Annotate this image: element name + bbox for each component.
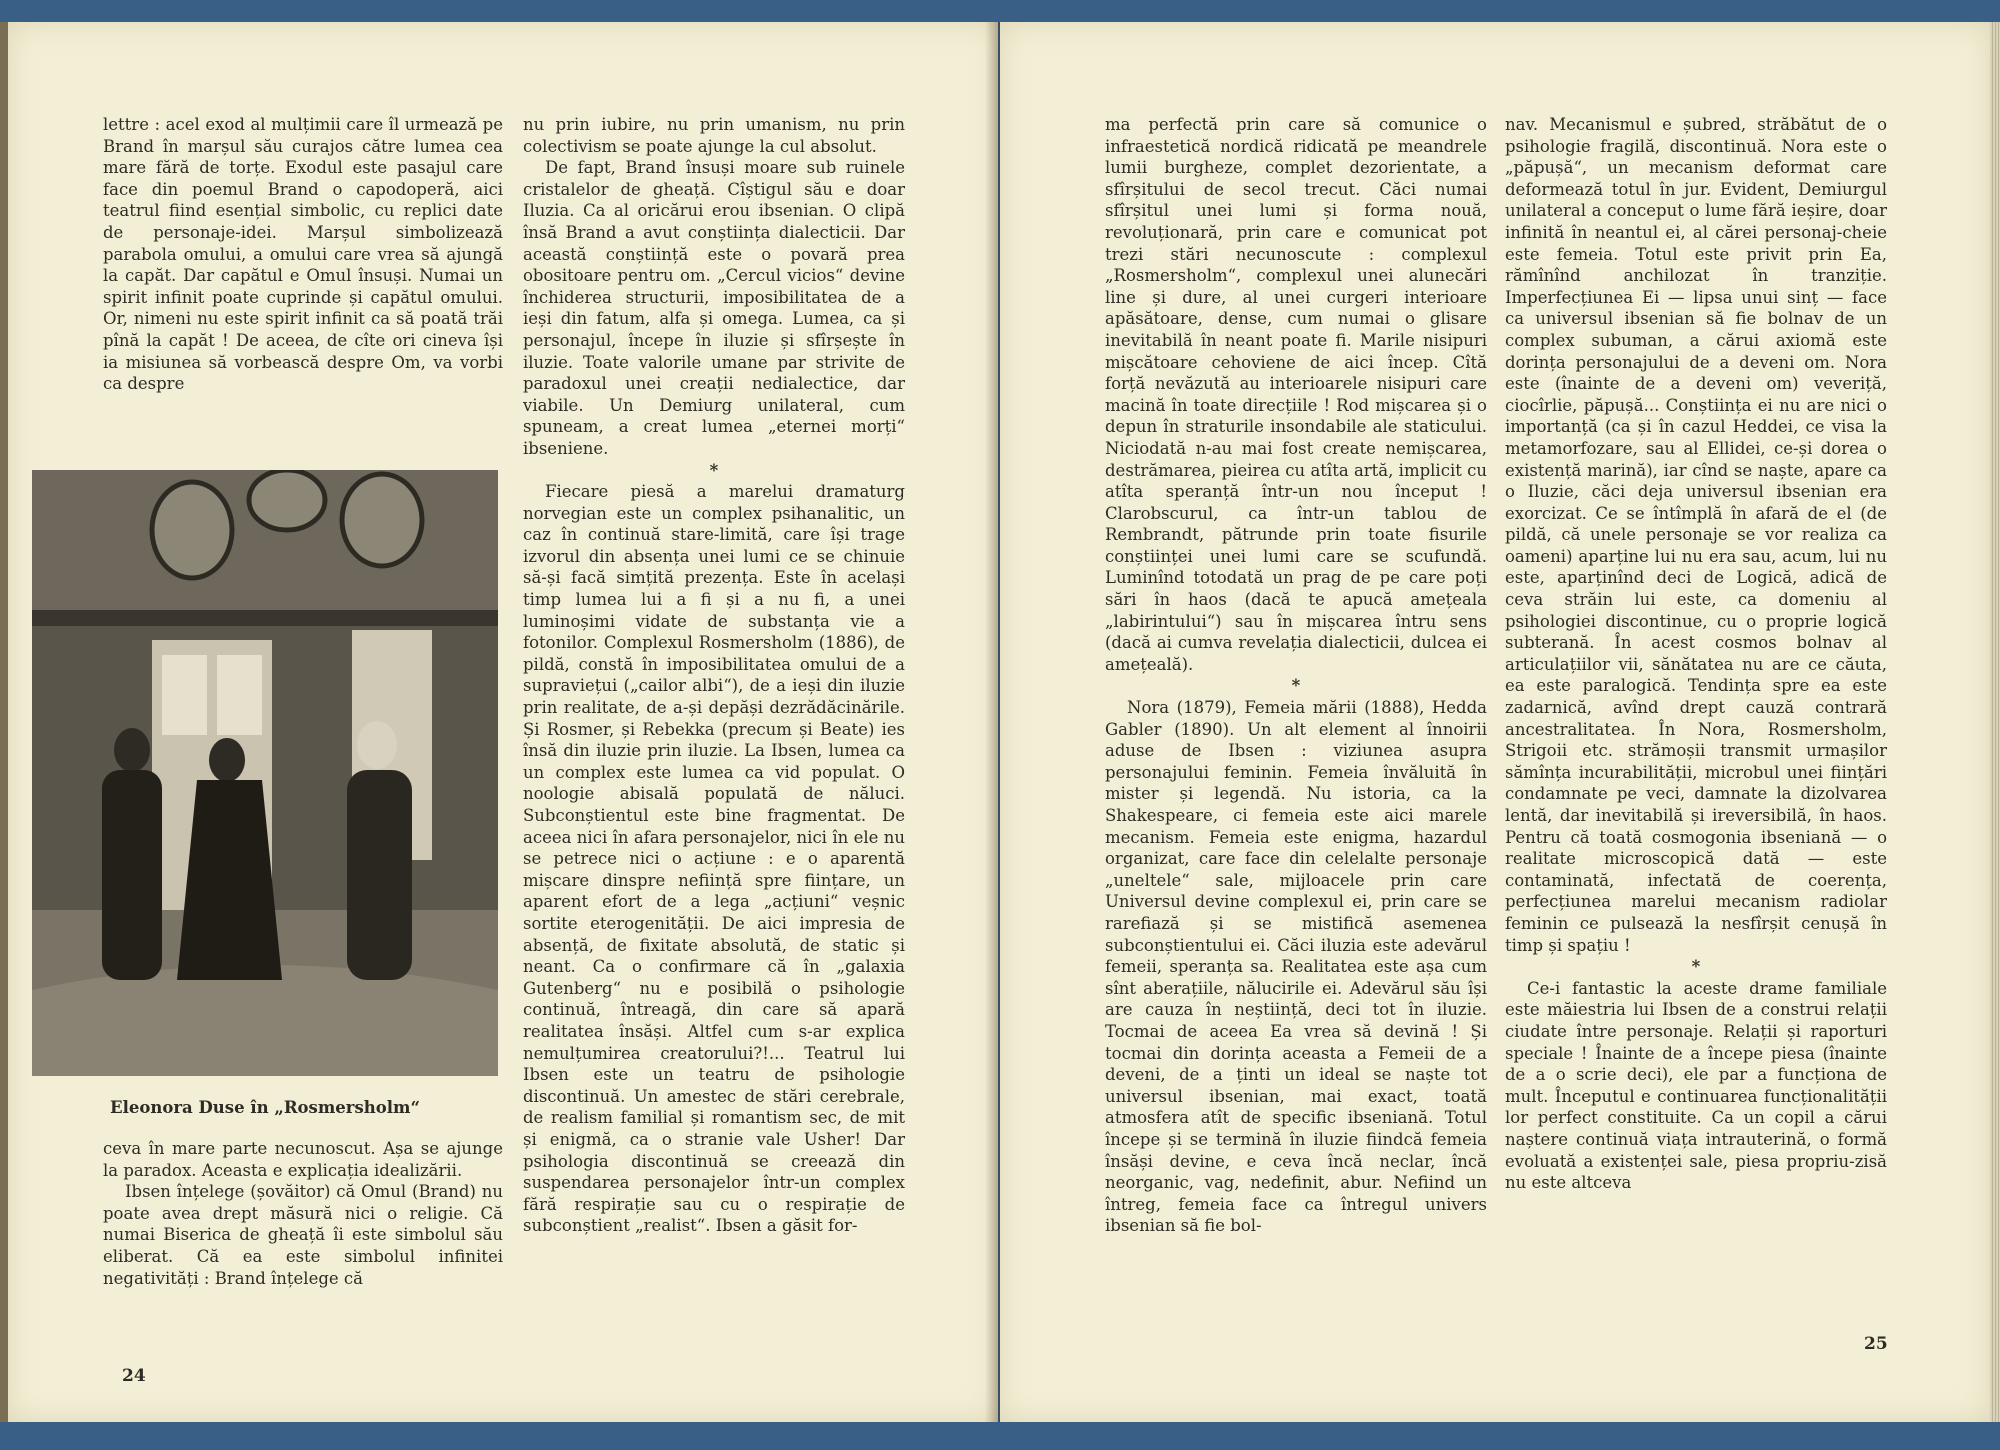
section-divider-asterisk: * — [1291, 676, 1301, 696]
eleonora-duse-photo — [32, 470, 498, 1076]
section-divider-asterisk: * — [1691, 957, 1701, 977]
left-col1-bottom — [103, 1138, 503, 1289]
paragraph: Nora (1879), Femeia mării (1888), Hedda Gabler (1890). Un alt element al înnoirii aduse de Ibsen : viziunea asupra personajului feminin. Femeia învăluită în mister și legendă. Nu istoria, ca la Shakespeare, ci femeia este aici marele mecanism. Femeia este enigma, hazardul organizat, care face din celelalte personaje „uneltele“ sale, mijloacele prin care Universul devine complexul ei, prin care se rarefiază și se mistifică asemenea subconștientului ei. Căci iluzia este adevărul femeii, speranța sa. Realitatea este așa cum sînt aberațiile, nălucirile ei. Adevărul său își are cauza în neștiință, deci tot în iluzie. Tocmai de aceea Ea vrea să devină ! Și tocmai din dorința aceasta a Femeii de a deveni, de a ținti un ideal se naște tot universul ibsenian, mai exact, toată atmosfera atît de specific ibseniană. Totul începe și se termină în iluzie fiindcă femeia însăși devine, e ceva încă neclar, încă neorganic, vag, nedefinit, abur. Nefiind un întreg, femeia face ca întregul univers ibsenian să fie bol- — [1105, 698, 1487, 1236]
paragraph: Ce-i fantastic la aceste drame familiale este măiestria lui Ibsen de a construi relații ciudate între personaje. Relații și raporturi speciale ! Înainte de a începe piesa (înainte de a o scrie deci), ele par a funcționa de mult. Începutul e continuarea funcționalității lor perfect constituite. Ca un copil a cărui naștere continuă viața intrauterină, o formă evoluată a existenței sale, piesa propriu-zisă nu este altceva — [1505, 978, 1887, 1193]
paragraph: nav. Mecanismul e șubred, străbătut de o psihologie fragilă, discontinuă. Nora este o „păpușă“, un mecanism deformat care deformează totul în jur. Evident, Demiurgul unilateral a conceput o lume fără ieșire, doar infinită în neantul ei, al cărei personaj-cheie este femeia. Totul este privit prin Ea, rămînînd anchilozat în tranziție. Imperfecțiunea Ei — lipsa unui sinț — face ca universul ibsenian să fie bolnav de un complex subuman, a cărui axiomă este dorința personajului de a deveni om. Nora este (înainte de a deveni om) veveriță, ciocîrlie, păpușă... Conștiința ei nu are nici o importanță (ca și în cazul Heddei, ce visa la metamorfozare, sau al Ellidei, ce-și dorea o existență marină), iar cînd se naște, apare ca o Iluzie, căci deja universul ibsenian era exorcizat. Ce se întîmplă în afară de el (de pildă, că unele personaje se vor realiza ca oameni) aparține lui nu era sau, acum, lui nu este, aparținînd deci de Logică, adică de ceva străin lui este, ca domeniu al psihologiei discontinue, cu o proprie logică subterană. În acest cosmos bolnav al articulațiilor vii, sănătatea nu are ce căuta, ea este paralogică. Tendința spre ea este zadarnică, avînd drept cauză contrară ancestralitatea. În Nora, Rosmersholm, Strigoii etc. strămoșii transmit urmașilor sămînța incurabilității, microbul unei ființări condamnate pe veci, damnate la dizolvarea lentă, dar inevitabilă și ireversibilă, în haos. Pentru că toată cosmogonia ibseniană — o realitate microscopică dată — este contaminată, infectată de coerența, perfecțiunea marelui mecanism radiolar feminin ce pulsează la nesfîrșit cenușă în timp și spațiu ! — [1505, 115, 1887, 955]
photo-caption: Eleonora Duse în „Rosmersholm“ — [110, 1098, 420, 1117]
section-divider-asterisk: * — [709, 460, 719, 480]
paragraph: Fiecare piesă a marelui dramaturg norvegian este un complex psihanalitic, un caz în continuă stare-limită, care își trage izvorul din absența unei lumi ce se chinuie să-și facă simțită prezența. Este în același timp lumea lui a fi și a nu fi, a unei luminoșimi vidate de substanța vie a fotonilor. Complexul Rosmersholm (1886), de pildă, constă în imposibilitatea omului de a supraviețui („cailor albi“), de a ieși din iluzie prin realitate, de a-și depăși dezrădăcinările. Și Rosmer, și Rebekka (precum și Beate) ies însă din iluzie prin iluzie. La Ibsen, lumea ca un complex este lumea ca vid populat. O noologie abisală populată de năluci. Subconștientul este bine fragmentat. De aceea nici în afara personajelor, nici în ele nu se petrece nici o acțiune : e o aparentă mișcare dinspre neființă spre ființare, un aparent efort de a lega „acțiuni“ veșnic sortite eterogenității. De aici impresia de absență, de fixitate absolută, de static și neant. Ca o confirmare că în „galaxia Gutenberg“ nu e posibilă o psihologie continuă, întreagă, din care să apară realitatea însăși. Altfel cum s-ar explica nemulțumirea creatorului?!... Teatrul lui Ibsen este un teatru de psihologie discontinuă. Un amestec de stări cerebrale, de realism familial și romantism sec, de mit și enigmă, ca o stranie vale Usher! Dar psihologia discontinuă se creează din suspendarea personajelor într-un complex fără respirație sau cu o respirație de subconștient „realist“. Ibsen a găsit for- — [523, 482, 905, 1236]
paragraph: ceva în mare parte necunoscut. Așa se ajunge la paradox. Aceasta e explicația idealizării. — [103, 1139, 503, 1180]
right-col1 — [1105, 114, 1487, 1237]
page-number: 24 — [122, 1366, 146, 1386]
left-col1-top — [103, 114, 503, 395]
paragraph: ma perfectă prin care să comunice o infraestetică nordică ridicată pe meandrele lumii burgheze, complet dezorientate, a sfîrșitului de secol trecut. Căci numai sfîrșitul unei lumi și forma nouă, revoluționară, prin care e comunicat pot trezi stări necunoscute : complexul „Rosmersholm“, complexul unei alunecări line și dure, al unei curgeri interioare apăsătoare, dense, cum numai o glisare inevitabilă în neant poate fi. Marile nisipuri mișcătoare cehoviene de aici încep. Cîtă forță nevăzută au interioarele nisipuri care macină în toate direcțiile ! Rod mișcarea și o depun în straturile insondabile ale staticului. Niciodată n-au mai fost create nemișcarea, destrămarea, pieirea cu atîta artă, implicit cu atîta speranță într-un nou început ! Clarobscurul, ca într-un tablou de Rembrandt, pătrunde prin toate fisurile conștiinței unei lumi care se scufundă. Luminînd totodată un prag de pe care poți sări în haos (dacă te apucă amețeala „labirintului“) sau în mișcarea întru sens (dacă ai cumva revelația dialecticii, dulcea ei amețeală). — [1105, 115, 1487, 674]
paragraph: nu prin iubire, nu prin umanism, nu prin colectivism se poate ajunge la cul absolut. — [523, 115, 905, 156]
page-stack-edge-right — [1990, 22, 2000, 1422]
page-number: 25 — [1864, 1334, 1888, 1354]
left-col2 — [523, 114, 905, 1237]
paragraph: lettre : acel exod al mulțimii care îl urmează pe Brand în marșul său curajos către lumea cea mare fără de torțe. Exodul este pasajul care face din poemul Brand o capodoperă, aici teatrul fiind esențial simbolic, cu replici date de personaje-idei. Marșul simbolizează parabola omului, a omului care vrea să ajungă la capăt. Dar capătul e Omul însuși. Numai un spirit infinit poate cuprinde și capătul omului. Or, nimeni nu este spirit infinit ca să poată trăi pînă la capăt ! De aceea, de cîte ori cineva își ia misiunea să vorbească despre Om, va vorbi ca despre — [103, 115, 503, 394]
right-col2 — [1505, 114, 1887, 1194]
paragraph: Ibsen înțelege (șovăitor) că Omul (Brand) nu poate avea drept măsură nici o religie. Că numai Biserica de gheață îi este simbolul său eliberat. Că ea este simbolul infinitei negativități : Brand înțelege că — [103, 1182, 503, 1288]
left-page — [8, 22, 998, 1422]
paragraph: De fapt, Brand însuși moare sub ruinele cristalelor de gheață. Cîștigul său e doar Iluzia. Ca al oricărui erou ibsenian. O clipă însă Brand a avut conștiința dialecticii. Dar această conștiință este o povară prea obositoare pentru om. „Cercul vicios“ devine închiderea structurii, imposibilitatea de a ieși din fatum, alfa și omega. Lumea, ca și personajul, începe în iluzie și sfîrșește în iluzie. Toate valorile umane par strivite de paradoxul unei creații nedialectice, dar viabile. Un Demiurg unilateral, cum spuneam, a creat lumea „eternei morți“ ibseniene. — [523, 158, 905, 458]
right-page — [1000, 22, 1990, 1422]
stage-scene-illustration — [32, 470, 498, 1076]
book-cover-edge-left — [0, 22, 8, 1422]
